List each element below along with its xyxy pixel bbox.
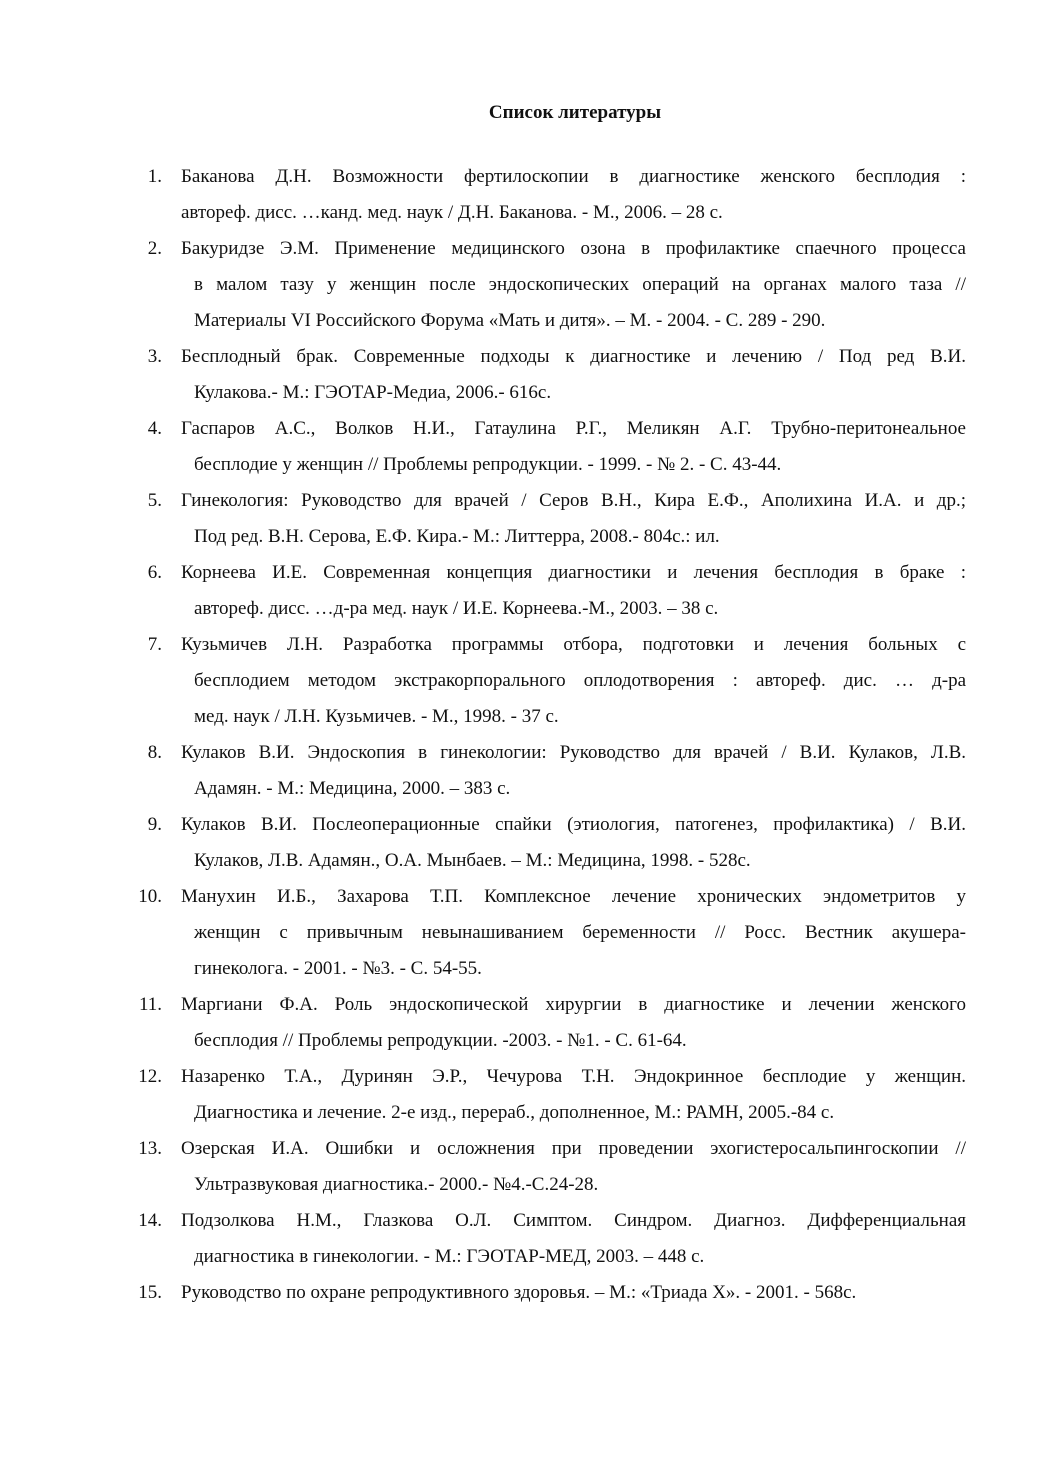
reference-number: 6.	[147, 562, 162, 583]
reference-line: автореф. дисс. …д-ра мед. наук / И.Е. Корнеева.-М., 2003. – 38 с.	[194, 598, 719, 619]
reference-item	[0, 807, 1039, 879]
reference-item	[0, 1275, 1039, 1311]
reference-line: бесплодие у женщин // Проблемы репродукции. - 1999. - № 2. - С. 43-44.	[194, 454, 782, 475]
reference-text	[181, 807, 966, 879]
reference-text	[181, 411, 966, 483]
reference-line: Корнеева И.Е. Современная концепция диагностики и лечения бесплодия в браке :	[181, 562, 966, 583]
reference-number: 5.	[147, 490, 162, 511]
reference-item	[0, 1059, 1039, 1131]
reference-text	[181, 879, 966, 987]
reference-number: 14.	[138, 1210, 162, 1231]
reference-item	[0, 1131, 1039, 1203]
reference-line: Бесплодный брак. Современные подходы к диагностике и лечению / Под ред В.И.	[181, 346, 966, 367]
reference-line: Кулаков, Л.В. Адамян., О.А. Мынбаев. – М.: Медицина, 1998. - 528с.	[194, 850, 751, 871]
reference-line: Под ред. В.Н. Серова, Е.Ф. Кира.- М.: Литтерра, 2008.- 804с.: ил.	[194, 526, 720, 547]
reference-item	[0, 627, 1039, 735]
reference-text	[181, 555, 966, 627]
reference-number: 12.	[138, 1066, 162, 1087]
reference-text	[181, 1131, 966, 1203]
reference-item	[0, 159, 1039, 231]
reference-line: Материалы VI Российского Форума «Мать и дитя». – М. - 2004. - С. 289 - 290.	[194, 310, 826, 331]
reference-line: в малом тазу у женщин после эндоскопических операций на органах малого таза //	[194, 274, 966, 295]
reference-line: автореф. дисс. …канд. мед. наук / Д.Н. Баканова. - М., 2006. – 28 с.	[181, 202, 723, 223]
reference-item	[0, 483, 1039, 555]
reference-text	[181, 987, 966, 1059]
reference-item	[0, 339, 1039, 411]
reference-line: гинеколога. - 2001. - №3. - С. 54-55.	[194, 958, 482, 979]
reference-line: Манухин И.Б., Захарова Т.П. Комплексное лечение хронических эндометритов у	[181, 886, 966, 907]
reference-number: 11.	[138, 994, 162, 1015]
reference-line: Подзолкова Н.М., Глазкова О.Л. Симптом. Синдром. Диагноз. Дифференциальная	[181, 1210, 966, 1231]
reference-text	[181, 1275, 966, 1311]
reference-number: 7.	[147, 634, 162, 655]
reference-item	[0, 987, 1039, 1059]
reference-number: 15.	[138, 1282, 162, 1303]
reference-line: Кузьмичев Л.Н. Разработка программы отбора, подготовки и лечения больных с	[181, 634, 966, 655]
reference-number: 1.	[147, 166, 162, 187]
reference-number: 3.	[147, 346, 162, 367]
reference-item	[0, 1203, 1039, 1275]
reference-item	[0, 879, 1039, 987]
reference-number: 10.	[138, 886, 162, 907]
reference-list	[0, 159, 1039, 1311]
reference-line: Руководство по охране репродуктивного здоровья. – М.: «Триада Х». - 2001. - 568с.	[181, 1282, 857, 1303]
reference-line: бесплодия // Проблемы репродукции. -2003. - №1. - С. 61-64.	[194, 1030, 687, 1051]
reference-text	[181, 1059, 966, 1131]
reference-text	[181, 1203, 966, 1275]
reference-text	[181, 159, 966, 231]
reference-line: Назаренко Т.А., Дуринян Э.Р., Чечурова Т.Н. Эндокринное бесплодие у женщин.	[181, 1066, 966, 1087]
reference-line: Кулаков В.И. Послеоперационные спайки (этиология, патогенез, профилактика) / В.И.	[181, 814, 966, 835]
reference-line: Ультразвуковая диагностика.- 2000.- №4.-С.24-28.	[194, 1174, 599, 1195]
reference-item	[0, 231, 1039, 339]
reference-item	[0, 411, 1039, 483]
reference-number: 4.	[147, 418, 162, 439]
reference-line: диагностика в гинекологии. - М.: ГЭОТАР-МЕД, 2003. – 448 с.	[194, 1246, 705, 1267]
reference-line: бесплодием методом экстракорпорального оплодотворения : автореф. дис. … д-ра	[194, 670, 966, 691]
reference-text	[181, 483, 966, 555]
reference-text	[181, 231, 966, 339]
reference-text	[181, 735, 966, 807]
reference-line: Кулаков В.И. Эндоскопия в гинекологии: Руководство для врачей / В.И. Кулаков, Л.В.	[181, 742, 966, 763]
page-title: Список литературы	[488, 102, 662, 123]
reference-line: Маргиани Ф.А. Роль эндоскопической хирургии в диагностике и лечении женского	[181, 994, 966, 1015]
reference-line: женщин с привычным невынашиванием беременности // Росс. Вестник акушера-	[194, 922, 966, 943]
reference-number: 8.	[147, 742, 162, 763]
reference-line: Кулакова.- М.: ГЭОТАР-Медиа, 2006.- 616с.	[194, 382, 552, 403]
reference-number: 2.	[147, 238, 162, 259]
reference-text	[181, 339, 966, 411]
reference-text	[181, 627, 966, 735]
reference-line: мед. наук / Л.Н. Кузьмичев. - М., 1998. - 37 с.	[194, 706, 559, 727]
reference-line: Озерская И.А. Ошибки и осложнения при проведении эхогистеросальпингоскопии //	[181, 1138, 966, 1159]
reference-number: 13.	[138, 1138, 162, 1159]
reference-line: Диагностика и лечение. 2-е изд., перераб., дополненное, М.: РАМН, 2005.-84 с.	[194, 1102, 835, 1123]
reference-line: Баканова Д.Н. Возможности фертилоскопии в диагностике женского бесплодия :	[181, 166, 966, 187]
reference-item	[0, 735, 1039, 807]
reference-line: Гинекология: Руководство для врачей / Серов В.Н., Кира Е.Ф., Аполихина И.А. и др.;	[181, 490, 966, 511]
reference-line: Гаспаров А.С., Волков Н.И., Гатаулина Р.Г., Меликян А.Г. Трубно-перитонеальное	[181, 418, 966, 439]
reference-number: 9.	[147, 814, 162, 835]
reference-item	[0, 555, 1039, 627]
reference-line: Бакуридзе Э.М. Применение медицинского озона в профилактике спаечного процесса	[181, 238, 966, 259]
reference-line: Адамян. - М.: Медицина, 2000. – 383 с.	[194, 778, 511, 799]
